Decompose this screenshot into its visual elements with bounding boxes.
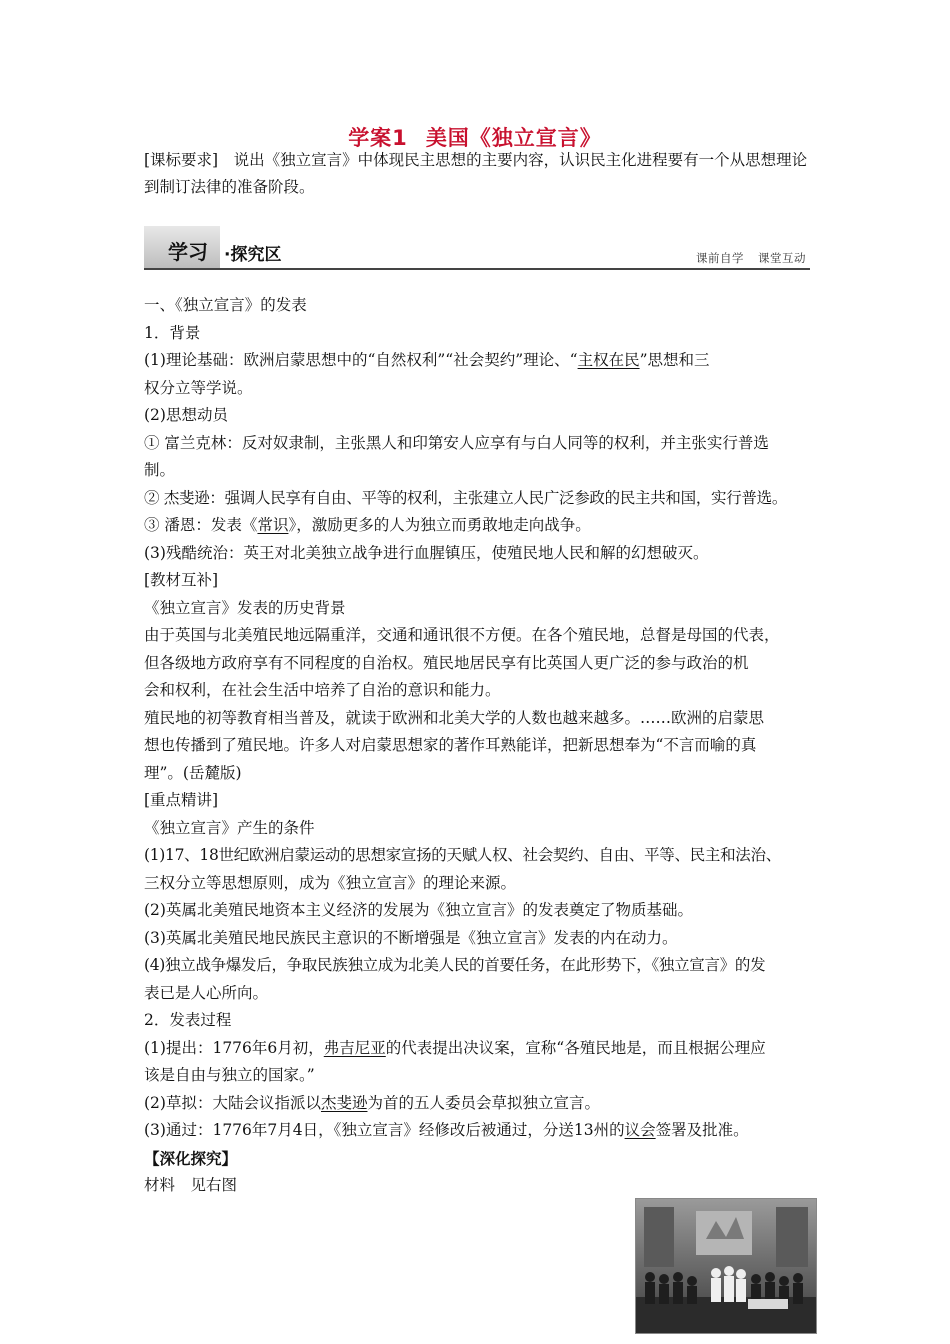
text-line: (2)英属北美殖民地资本主义经济的发展为《独立宣言》的发表奠定了物质基础。 (144, 901, 693, 919)
text-line: 理”。(岳麓版) (144, 763, 242, 782)
text-line: (2)草拟：大陆会议指派以杰斐逊为首的五人委员会草拟独立宣言。 (144, 1093, 600, 1112)
text-line: 权分立等学说。 (144, 378, 253, 397)
section-heading: 一、《独立宣言》的发表 (144, 296, 307, 314)
subheading: 《独立宣言》产生的条件 (144, 818, 315, 837)
intro-paragraph: [课标要求] 说出《独立宣言》中体现民主思想的主要内容，认识民主化进程要有一个从思想理论到制订法律的准备阶段。 (144, 151, 808, 196)
text-line: (1)17、18世纪欧洲启蒙运动的思想家宣扬的天赋人权、社会契约、自由、平等、民主和法治、 (144, 846, 781, 864)
text-line: (3)残酷统治：英王对北美独立战争进行血腥镇压，使殖民地人民和解的幻想破灭。 (144, 543, 709, 562)
text-line: (1)理论基础：欧洲启蒙思想中的“自然权利”“社会契约”理论、“主权在民”思想和三 (144, 351, 710, 369)
title-part2: 美国《独立宣言》 (425, 126, 602, 150)
text-line: 由于英国与北美殖民地远隔重洋，交通和通讯很不方便。在各个殖民地，总督是母国的代表， (144, 626, 780, 644)
banner-main-label: 学习 (168, 240, 208, 264)
title-part1: 学案1 (348, 126, 408, 150)
text-line: ③ 潘恩：发表《常识》，激励更多的人为独立而勇敢地走向战争。 (144, 516, 591, 534)
subheading: 《独立宣言》发表的历史背景 (144, 598, 346, 617)
underlined-term: 弗吉尼亚 (323, 1038, 386, 1057)
underlined-term: 杰斐逊 (320, 1093, 368, 1112)
underlined-term: 议会 (624, 1121, 656, 1139)
text-line: ② 杰斐逊：强调人民享有自由、平等的权利，主张建立人民广泛参政的民主共和国，实行普选。 (144, 488, 788, 507)
process-title: 2．发表过程 (144, 1011, 232, 1029)
banner-sub-label: ·探究区 (224, 245, 282, 265)
text-line: (1)提出：1776年6月初，弗吉尼亚的代表提出决议案，宣称“各殖民地是，而且根据公理应 (144, 1038, 766, 1057)
declaration-painting-image (635, 1198, 817, 1334)
text-line: 该是自由与独立的国家。” (144, 1066, 315, 1084)
text-line: 想也传播到了殖民地。许多人对启蒙思想家的著作耳熟能详，把新思想奉为“不言而喻的真 (144, 736, 757, 754)
background-title: 1．背景 (144, 323, 201, 342)
underlined-term: 主权在民 (577, 351, 640, 369)
material-label: 材料 见右图 (144, 1176, 238, 1194)
section-banner (144, 226, 810, 270)
banner-rule (144, 268, 810, 270)
main-content (144, 292, 812, 1200)
painting-illustration (636, 1199, 816, 1333)
text-line: 殖民地的初等教育相当普及，就读于欧洲和北美大学的人数也越来越多。……欧洲的启蒙思 (144, 708, 765, 727)
text-line: ① 富兰克林：反对奴隶制，主张黑人和印第安人应享有与白人同等的权利，并主张实行普选 (144, 433, 769, 452)
tag-label: [教材互补] (144, 571, 219, 589)
text-line: (2)思想动员 (144, 406, 228, 424)
deep-explore-label: 【深化探究】 (144, 1148, 238, 1168)
text-line: (3)英属北美殖民地民族民主意识的不断增强是《独立宣言》发表的内在动力。 (144, 928, 678, 947)
banner-right-labels (696, 250, 806, 266)
text-line: 三权分立等思想原则，成为《独立宣言》的理论来源。 (144, 873, 517, 892)
text-line: 会和权利，在社会生活中培养了自治的意识和能力。 (144, 681, 501, 699)
banner-right-2: 课堂互动 (758, 251, 806, 265)
banner-right-1: 课前自学 (696, 251, 744, 265)
text-line: (3)通过：1776年7月4日，《独立宣言》经修改后被通过，分送13州的议会签署及批准。 (144, 1121, 749, 1139)
tag-label: [重点精讲] (144, 791, 219, 809)
underlined-term: 常识 (257, 516, 289, 534)
text-line: 制。 (144, 461, 176, 479)
text-line: 表已是人心所向。 (144, 983, 269, 1002)
text-line: (4)独立战争爆发后，争取民族独立成为北美人民的首要任务，在此形势下，《独立宣言》的发 (144, 956, 766, 974)
text-line: 但各级地方政府享有不同程度的自治权。殖民地居民享有比英国人更广泛的参与政治的机 (144, 653, 749, 672)
